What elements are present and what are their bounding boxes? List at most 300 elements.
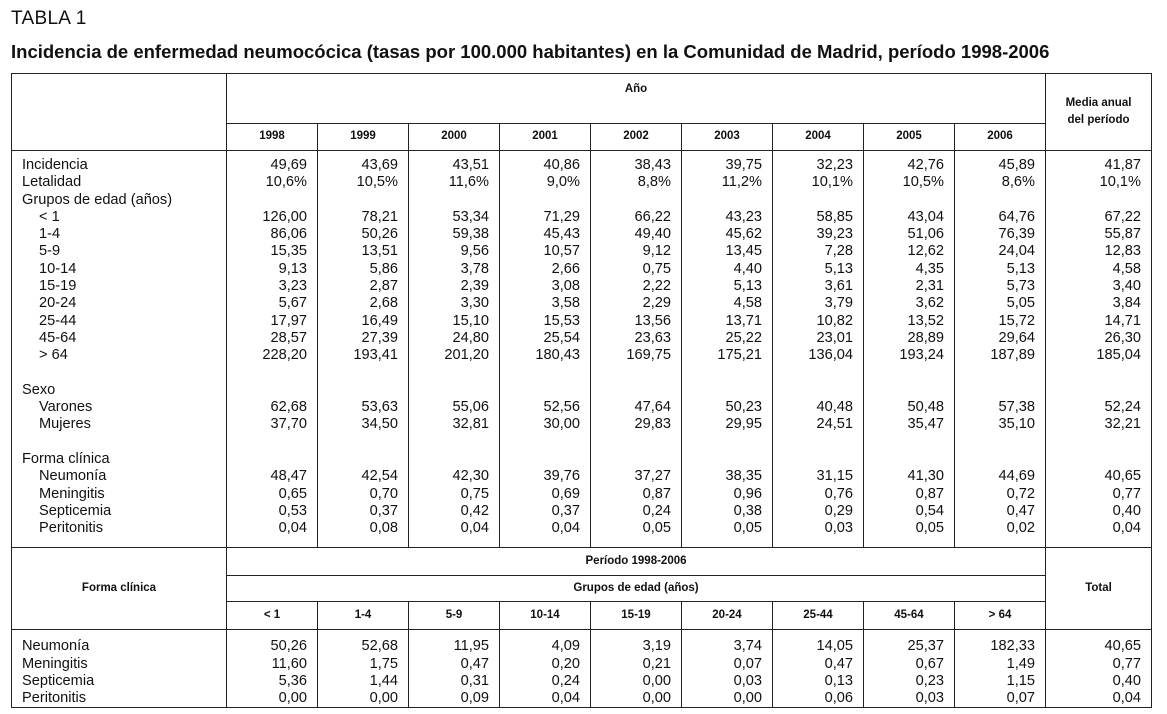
data-cell: 10,1% — [773, 174, 864, 191]
row-label: 45-64 — [12, 330, 227, 347]
data-cell: 35,47 — [864, 416, 955, 433]
table-row — [12, 503, 1152, 520]
data-cell: 0,29 — [773, 503, 864, 520]
data-cell — [409, 382, 500, 399]
data-cell — [409, 365, 500, 382]
data-cell: 228,20 — [227, 347, 318, 364]
data-cell: 3,78 — [409, 261, 500, 278]
age-header-cell: 25-44 — [773, 602, 864, 630]
data-cell: 49,40 — [591, 226, 682, 243]
data-cell: 45,43 — [500, 226, 591, 243]
data-cell: 13,71 — [682, 313, 773, 330]
row-label: Meningitis — [12, 656, 227, 673]
data-cell: 3,40 — [1046, 278, 1152, 295]
data-cell: 4,58 — [682, 295, 773, 312]
age-header-cell: 10-14 — [500, 602, 591, 630]
year-header-cell: 2000 — [409, 124, 500, 151]
year-header-cell: 2002 — [591, 124, 682, 151]
data-cell: 2,68 — [318, 295, 409, 312]
age-header-cell: 45-64 — [864, 602, 955, 630]
data-cell: 2,31 — [864, 278, 955, 295]
data-cell: 0,37 — [500, 503, 591, 520]
data-cell: 4,40 — [682, 261, 773, 278]
data-cell: 3,74 — [682, 630, 773, 656]
data-cell: 3,61 — [773, 278, 864, 295]
data-cell: 42,54 — [318, 468, 409, 485]
row-label: Mujeres — [12, 416, 227, 433]
data-cell: 0,40 — [1046, 503, 1152, 520]
data-cell: 0,53 — [227, 503, 318, 520]
data-cell — [682, 451, 773, 468]
period-header: Período 1998-2006 — [227, 548, 1046, 576]
data-cell — [591, 382, 682, 399]
data-cell: 40,48 — [773, 399, 864, 416]
data-cell: 28,57 — [227, 330, 318, 347]
data-cell: 3,19 — [591, 630, 682, 656]
data-cell: 86,06 — [227, 226, 318, 243]
data-cell: 0,75 — [591, 261, 682, 278]
data-cell: 25,22 — [682, 330, 773, 347]
data-cell: 4,35 — [864, 261, 955, 278]
data-cell: 187,89 — [955, 347, 1046, 364]
data-cell: 40,86 — [500, 151, 591, 175]
data-cell: 2,22 — [591, 278, 682, 295]
row-label: 1-4 — [12, 226, 227, 243]
data-cell: 0,06 — [773, 690, 864, 708]
data-cell — [955, 382, 1046, 399]
data-cell: 0,00 — [591, 690, 682, 708]
data-cell: 185,04 — [1046, 347, 1152, 364]
data-cell: 64,76 — [955, 209, 1046, 226]
row-label: Sexo — [12, 382, 227, 399]
data-cell — [773, 365, 864, 382]
data-cell — [1046, 451, 1152, 468]
data-cell — [318, 365, 409, 382]
data-cell — [1046, 382, 1152, 399]
data-cell: 2,29 — [591, 295, 682, 312]
data-cell: 4,09 — [500, 630, 591, 656]
data-cell: 0,42 — [409, 503, 500, 520]
data-cell: 78,21 — [318, 209, 409, 226]
data-cell: 0,70 — [318, 486, 409, 503]
data-cell: 2,39 — [409, 278, 500, 295]
data-cell: 0,47 — [409, 656, 500, 673]
data-cell — [864, 365, 955, 382]
data-cell: 47,64 — [591, 399, 682, 416]
data-cell: 10,82 — [773, 313, 864, 330]
row-label — [12, 365, 227, 382]
data-cell: 55,87 — [1046, 226, 1152, 243]
data-cell: 7,28 — [773, 243, 864, 260]
data-cell — [318, 451, 409, 468]
data-cell: 23,63 — [591, 330, 682, 347]
data-cell: 11,95 — [409, 630, 500, 656]
table-row — [12, 313, 1152, 330]
row-label: 10-14 — [12, 261, 227, 278]
row-label: Forma clínica — [12, 451, 227, 468]
data-cell: 0,07 — [682, 656, 773, 673]
data-cell: 0,07 — [955, 690, 1046, 708]
row-label: 5-9 — [12, 243, 227, 260]
data-cell: 0,20 — [500, 656, 591, 673]
data-cell: 0,04 — [500, 690, 591, 708]
data-cell: 136,04 — [773, 347, 864, 364]
data-cell: 5,05 — [955, 295, 1046, 312]
data-cell — [591, 192, 682, 209]
data-cell: 9,12 — [591, 243, 682, 260]
data-cell: 9,56 — [409, 243, 500, 260]
data-cell: 52,56 — [500, 399, 591, 416]
data-cell: 0,23 — [864, 673, 955, 690]
data-cell: 5,36 — [227, 673, 318, 690]
data-cell: 24,80 — [409, 330, 500, 347]
data-cell: 16,49 — [318, 313, 409, 330]
data-cell: 0,04 — [409, 520, 500, 548]
data-cell: 71,29 — [500, 209, 591, 226]
row-label: Septicemia — [12, 503, 227, 520]
row-label: > 64 — [12, 347, 227, 364]
data-cell — [318, 192, 409, 209]
year-header-cell: 1999 — [318, 124, 409, 151]
row-label: 20-24 — [12, 295, 227, 312]
data-cell: 0,31 — [409, 673, 500, 690]
data-cell: 12,83 — [1046, 243, 1152, 260]
data-cell: 3,08 — [500, 278, 591, 295]
table-row — [12, 261, 1152, 278]
data-cell: 17,97 — [227, 313, 318, 330]
data-cell: 0,13 — [773, 673, 864, 690]
data-cell — [955, 365, 1046, 382]
data-cell — [409, 451, 500, 468]
data-cell: 14,05 — [773, 630, 864, 656]
data-cell: 8,8% — [591, 174, 682, 191]
age-header-cell: 20-24 — [682, 602, 773, 630]
data-cell: 0,87 — [864, 486, 955, 503]
data-cell — [227, 434, 318, 451]
data-cell — [682, 365, 773, 382]
data-cell — [864, 192, 955, 209]
data-cell: 24,04 — [955, 243, 1046, 260]
data-cell: 0,77 — [1046, 486, 1152, 503]
data-cell: 0,24 — [591, 503, 682, 520]
data-cell — [409, 192, 500, 209]
data-cell: 15,72 — [955, 313, 1046, 330]
data-cell: 5,67 — [227, 295, 318, 312]
incidence-table — [11, 73, 1152, 708]
data-cell: 0,09 — [409, 690, 500, 708]
data-cell: 25,54 — [500, 330, 591, 347]
data-cell: 13,51 — [318, 243, 409, 260]
data-cell — [500, 451, 591, 468]
data-cell: 62,68 — [227, 399, 318, 416]
data-cell: 0,77 — [1046, 656, 1152, 673]
data-cell: 49,69 — [227, 151, 318, 175]
data-cell: 44,69 — [955, 468, 1046, 485]
data-cell: 50,48 — [864, 399, 955, 416]
table-row — [12, 330, 1152, 347]
data-cell: 1,44 — [318, 673, 409, 690]
data-cell — [682, 434, 773, 451]
data-cell: 0,05 — [591, 520, 682, 548]
data-cell: 10,5% — [318, 174, 409, 191]
data-cell: 0,05 — [864, 520, 955, 548]
data-cell: 40,65 — [1046, 468, 1152, 485]
data-cell — [773, 451, 864, 468]
row-label: Grupos de edad (años) — [12, 192, 227, 209]
data-cell: 3,79 — [773, 295, 864, 312]
year-header-cell: 2006 — [955, 124, 1046, 151]
table-label: TABLA 1 — [11, 8, 87, 29]
data-cell: 26,30 — [1046, 330, 1152, 347]
data-cell: 14,71 — [1046, 313, 1152, 330]
data-cell: 3,23 — [227, 278, 318, 295]
data-cell: 0,00 — [682, 690, 773, 708]
table-row — [12, 174, 1152, 191]
data-cell: 2,66 — [500, 261, 591, 278]
year-header: Año — [227, 74, 1046, 124]
data-cell: 0,00 — [591, 673, 682, 690]
row-label — [12, 434, 227, 451]
data-cell: 0,00 — [318, 690, 409, 708]
data-cell — [500, 192, 591, 209]
data-cell: 15,35 — [227, 243, 318, 260]
data-cell — [500, 365, 591, 382]
data-cell: 3,84 — [1046, 295, 1152, 312]
row-label: Peritonitis — [12, 690, 227, 708]
year-header-cell: 2003 — [682, 124, 773, 151]
table-row — [12, 451, 1152, 468]
year-header-cell: 2001 — [500, 124, 591, 151]
data-cell — [591, 451, 682, 468]
data-cell: 39,75 — [682, 151, 773, 175]
corner-cell — [12, 74, 227, 151]
data-cell — [409, 434, 500, 451]
data-cell: 0,47 — [955, 503, 1046, 520]
year-header-cell: 2004 — [773, 124, 864, 151]
data-cell: 51,06 — [864, 226, 955, 243]
data-cell: 2,87 — [318, 278, 409, 295]
data-cell — [864, 451, 955, 468]
data-cell: 0,03 — [864, 690, 955, 708]
mean-header — [1046, 74, 1152, 151]
table-row — [12, 486, 1152, 503]
data-cell: 34,50 — [318, 416, 409, 433]
data-cell: 15,53 — [500, 313, 591, 330]
data-cell — [591, 434, 682, 451]
data-cell: 29,83 — [591, 416, 682, 433]
data-cell: 29,95 — [682, 416, 773, 433]
data-cell: 1,15 — [955, 673, 1046, 690]
data-cell: 0,21 — [591, 656, 682, 673]
data-cell: 126,00 — [227, 209, 318, 226]
table-row — [12, 630, 1152, 656]
data-cell: 43,69 — [318, 151, 409, 175]
data-cell — [682, 382, 773, 399]
data-cell: 0,72 — [955, 486, 1046, 503]
data-cell: 9,0% — [500, 174, 591, 191]
data-cell: 32,21 — [1046, 416, 1152, 433]
data-cell: 28,89 — [864, 330, 955, 347]
data-cell: 67,22 — [1046, 209, 1152, 226]
data-cell: 32,23 — [773, 151, 864, 175]
data-cell: 41,30 — [864, 468, 955, 485]
forma-header: Forma clínica — [12, 548, 227, 630]
data-cell — [1046, 365, 1152, 382]
data-cell: 24,51 — [773, 416, 864, 433]
data-cell: 0,65 — [227, 486, 318, 503]
data-cell: 0,40 — [1046, 673, 1152, 690]
row-label: 15-19 — [12, 278, 227, 295]
data-cell: 37,27 — [591, 468, 682, 485]
data-cell: 3,30 — [409, 295, 500, 312]
data-cell: 0,24 — [500, 673, 591, 690]
data-cell: 31,15 — [773, 468, 864, 485]
data-cell — [227, 382, 318, 399]
table-row — [12, 656, 1152, 673]
age-header-cell: > 64 — [955, 602, 1046, 630]
row-label: Peritonitis — [12, 520, 227, 548]
data-cell: 13,52 — [864, 313, 955, 330]
table-row — [12, 416, 1152, 433]
data-cell: 0,08 — [318, 520, 409, 548]
age-header-cell: 15-19 — [591, 602, 682, 630]
data-cell — [955, 434, 1046, 451]
data-cell: 48,47 — [227, 468, 318, 485]
data-cell: 5,13 — [773, 261, 864, 278]
data-cell — [227, 451, 318, 468]
data-cell: 50,23 — [682, 399, 773, 416]
data-cell — [227, 192, 318, 209]
data-cell: 66,22 — [591, 209, 682, 226]
data-cell: 0,04 — [1046, 520, 1152, 548]
data-cell: 38,35 — [682, 468, 773, 485]
data-cell — [227, 365, 318, 382]
mean-header-line2: del período — [1067, 114, 1130, 126]
data-cell — [318, 382, 409, 399]
data-cell: 0,87 — [591, 486, 682, 503]
data-cell: 39,76 — [500, 468, 591, 485]
data-cell: 5,13 — [955, 261, 1046, 278]
data-cell — [773, 382, 864, 399]
data-cell: 40,65 — [1046, 630, 1152, 656]
data-cell: 50,26 — [318, 226, 409, 243]
data-cell — [773, 192, 864, 209]
data-cell: 43,23 — [682, 209, 773, 226]
data-cell: 53,63 — [318, 399, 409, 416]
data-cell: 41,87 — [1046, 151, 1152, 175]
data-cell: 0,69 — [500, 486, 591, 503]
data-cell — [591, 365, 682, 382]
data-cell: 58,85 — [773, 209, 864, 226]
data-cell: 27,39 — [318, 330, 409, 347]
data-cell: 0,38 — [682, 503, 773, 520]
data-cell — [864, 434, 955, 451]
table-row — [12, 192, 1152, 209]
data-cell: 25,37 — [864, 630, 955, 656]
data-cell: 5,73 — [955, 278, 1046, 295]
data-cell: 0,03 — [773, 520, 864, 548]
age-header-cell: < 1 — [227, 602, 318, 630]
data-cell — [1046, 192, 1152, 209]
data-cell — [682, 192, 773, 209]
data-cell: 42,76 — [864, 151, 955, 175]
data-cell: 0,76 — [773, 486, 864, 503]
data-cell — [955, 451, 1046, 468]
table-row — [12, 468, 1152, 485]
table-row — [12, 690, 1152, 708]
data-cell: 43,04 — [864, 209, 955, 226]
data-cell: 1,75 — [318, 656, 409, 673]
data-cell: 30,00 — [500, 416, 591, 433]
data-cell: 37,70 — [227, 416, 318, 433]
data-cell: 11,6% — [409, 174, 500, 191]
data-cell — [1046, 434, 1152, 451]
row-label: Neumonía — [12, 630, 227, 656]
row-label: < 1 — [12, 209, 227, 226]
row-label: 25-44 — [12, 313, 227, 330]
row-label: Meningitis — [12, 486, 227, 503]
data-cell: 0,04 — [500, 520, 591, 548]
mean-header-line1: Media anual — [1065, 97, 1132, 109]
data-cell: 180,43 — [500, 347, 591, 364]
data-cell: 10,57 — [500, 243, 591, 260]
table-row — [12, 434, 1152, 451]
data-cell: 23,01 — [773, 330, 864, 347]
data-cell: 39,23 — [773, 226, 864, 243]
data-cell: 175,21 — [682, 347, 773, 364]
data-cell — [864, 382, 955, 399]
data-cell: 0,75 — [409, 486, 500, 503]
data-cell: 8,6% — [955, 174, 1046, 191]
data-cell: 0,05 — [682, 520, 773, 548]
data-cell: 15,10 — [409, 313, 500, 330]
table-row — [12, 347, 1152, 364]
data-cell: 52,68 — [318, 630, 409, 656]
data-cell: 0,04 — [227, 520, 318, 548]
data-cell: 11,2% — [682, 174, 773, 191]
data-cell: 57,38 — [955, 399, 1046, 416]
data-cell: 4,58 — [1046, 261, 1152, 278]
data-cell: 13,45 — [682, 243, 773, 260]
data-cell: 201,20 — [409, 347, 500, 364]
data-cell: 59,38 — [409, 226, 500, 243]
table-row — [12, 382, 1152, 399]
table-row — [12, 520, 1152, 548]
row-label: Septicemia — [12, 673, 227, 690]
data-cell: 5,13 — [682, 278, 773, 295]
data-cell: 45,89 — [955, 151, 1046, 175]
table-row — [12, 295, 1152, 312]
data-cell: 10,1% — [1046, 174, 1152, 191]
data-cell: 0,67 — [864, 656, 955, 673]
data-cell: 76,39 — [955, 226, 1046, 243]
data-cell: 9,13 — [227, 261, 318, 278]
age-header-cell: 1-4 — [318, 602, 409, 630]
row-label: Incidencia — [12, 151, 227, 175]
data-cell: 3,62 — [864, 295, 955, 312]
data-cell: 0,04 — [1046, 690, 1152, 708]
year-header-cell: 2005 — [864, 124, 955, 151]
table-row — [12, 226, 1152, 243]
data-cell: 52,24 — [1046, 399, 1152, 416]
data-cell: 13,56 — [591, 313, 682, 330]
data-cell: 0,96 — [682, 486, 773, 503]
data-cell: 11,60 — [227, 656, 318, 673]
row-label: Letalidad — [12, 174, 227, 191]
data-cell: 0,54 — [864, 503, 955, 520]
data-cell: 193,41 — [318, 347, 409, 364]
data-cell: 0,47 — [773, 656, 864, 673]
